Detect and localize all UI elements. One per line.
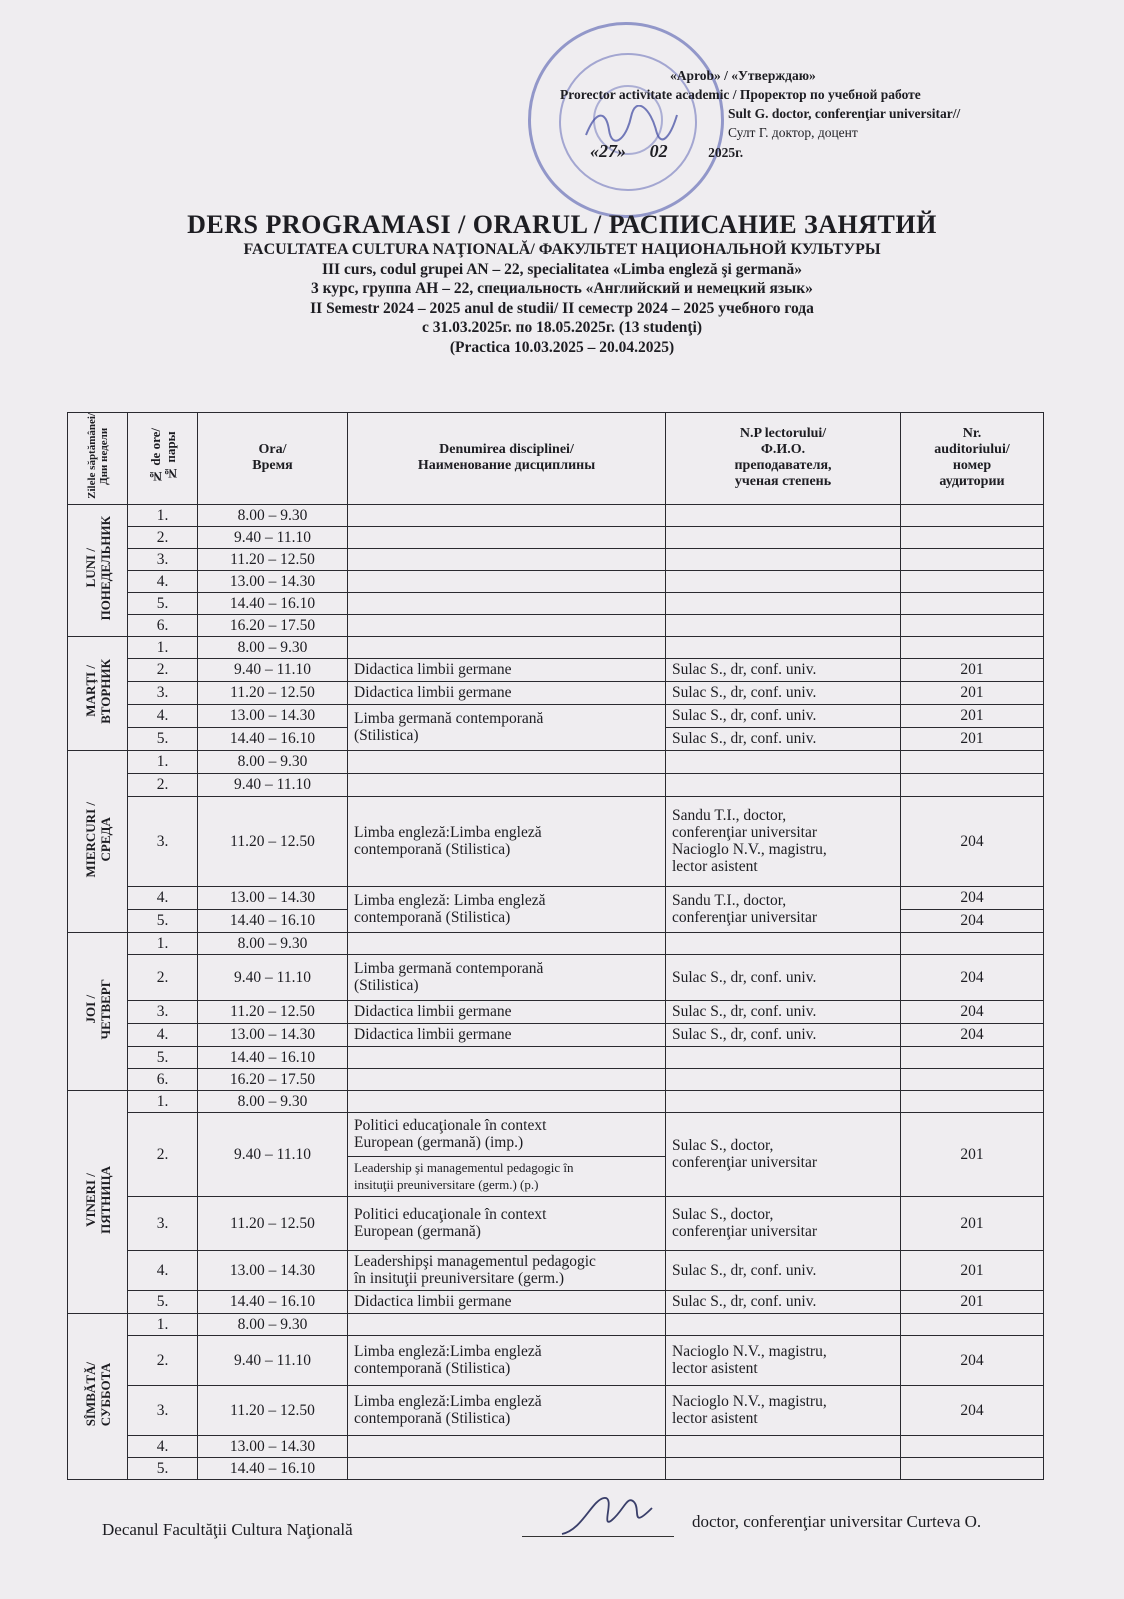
pair-time: 14.40 – 16.10 (198, 592, 348, 614)
pair-time: 11.20 – 12.50 (198, 1000, 348, 1023)
pair-number: 4. (128, 704, 198, 727)
pair-time: 13.00 – 14.30 (198, 886, 348, 909)
day-tuesday: MARŢI / ВТОРНИК (68, 636, 128, 750)
room-cell (901, 750, 1044, 773)
pair-number: 2. (128, 1335, 198, 1385)
teacher-cell: Sandu T.I., doctor, conferenţiar universitar Nacioglo N.V., magistru, lector asistent (666, 796, 901, 886)
pair-number: 1. (128, 1090, 198, 1112)
table-row (68, 1457, 1044, 1479)
document-title: DERS PROGRAMASI / ORARUL / РАСПИСАНИЕ ЗАНЯТИЙ (187, 210, 937, 239)
teacher-cell: Nacioglo N.V., magistru, lector asistent (666, 1385, 901, 1435)
approval-block (560, 66, 1030, 162)
pair-number: 5. (128, 1457, 198, 1479)
col-header-time: Ora/ Время (198, 413, 348, 505)
table-row (68, 932, 1044, 954)
room-cell: 204 (901, 1335, 1044, 1385)
teacher-cell: Sulac S., doctor, conferenţiar universitar (666, 1112, 901, 1196)
room-cell (901, 932, 1044, 954)
pair-number: 5. (128, 1046, 198, 1068)
room-cell: 204 (901, 886, 1044, 909)
teacher-cell (666, 1090, 901, 1112)
teacher-cell (666, 526, 901, 548)
teacher-cell: Sulac S., dr, conf. univ. (666, 727, 901, 750)
room-cell: 204 (901, 954, 1044, 1000)
table-row (68, 750, 1044, 773)
pair-number: 3. (128, 548, 198, 570)
teacher-cell (666, 504, 901, 526)
room-cell: 204 (901, 909, 1044, 932)
pair-number: 1. (128, 504, 198, 526)
teacher-cell: Sulac S., doctor, conferenţiar universitar (666, 1196, 901, 1250)
table-row (68, 681, 1044, 704)
pair-time: 9.40 – 11.10 (198, 954, 348, 1000)
period-line: с 31.03.2025г. по 18.05.2025г. (13 studenţi) (422, 319, 702, 336)
room-cell (901, 1046, 1044, 1068)
approval-date-month: 02 (649, 141, 668, 161)
pair-number: 6. (128, 614, 198, 636)
day-wednesday: MIERCURI / СРЕДА (68, 750, 128, 932)
teacher-cell (666, 592, 901, 614)
subject-cell (348, 773, 666, 796)
pair-time: 16.20 – 17.50 (198, 1068, 348, 1090)
table-row (68, 1046, 1044, 1068)
room-cell (901, 548, 1044, 570)
teacher-cell: Sulac S., dr, conf. univ. (666, 1023, 901, 1046)
pair-time: 8.00 – 9.30 (198, 504, 348, 526)
pair-number: 4. (128, 886, 198, 909)
room-cell (901, 614, 1044, 636)
table-row (68, 1196, 1044, 1250)
table-row (68, 1290, 1044, 1313)
room-cell (901, 592, 1044, 614)
pair-number: 2. (128, 526, 198, 548)
table-row (68, 1313, 1044, 1335)
pair-number: 2. (128, 1112, 198, 1196)
table-row (68, 1250, 1044, 1290)
teacher-cell: Sulac S., dr, conf. univ. (666, 954, 901, 1000)
pair-time: 14.40 – 16.10 (198, 1046, 348, 1068)
dean-signature-mark (552, 1490, 662, 1540)
pair-number: 5. (128, 1290, 198, 1313)
dean-signer: doctor, conferenţiar universitar Curteva O. (692, 1512, 982, 1531)
teacher-cell (666, 932, 901, 954)
pair-time: 8.00 – 9.30 (198, 636, 348, 658)
table-row (68, 1435, 1044, 1457)
pair-time: 8.00 – 9.30 (198, 750, 348, 773)
pair-number: 4. (128, 1435, 198, 1457)
semester-line: II Semestr 2024 – 2025 anul de studii/ II семестр 2024 – 2025 учебного года (310, 299, 814, 317)
pair-number: 5. (128, 727, 198, 750)
room-cell: 201 (901, 658, 1044, 681)
table-row (68, 1112, 1044, 1156)
subject-cell (348, 570, 666, 592)
subject-cell: Leadershipşi managementul pedagogic în insituţii preuniversitare (germ.) (348, 1250, 666, 1290)
table-header-row (68, 413, 1044, 505)
table-row (68, 570, 1044, 592)
subject-cell: Limba engleză:Limba engleză contemporană (Stilistica) (348, 796, 666, 886)
subject-cell: Didactica limbii germane (348, 658, 666, 681)
table-row (68, 704, 1044, 727)
teacher-cell: Sulac S., dr, conf. univ. (666, 704, 901, 727)
col-header-num: № de ore/ № пары (128, 413, 198, 505)
pair-number: 5. (128, 909, 198, 932)
document-header (0, 210, 1124, 357)
room-cell (901, 570, 1044, 592)
subject-cell (348, 526, 666, 548)
room-cell (901, 636, 1044, 658)
col-header-teacher: N.P lectorului/ Ф.И.О. преподавателя, ученая степень (666, 413, 901, 505)
pair-number: 4. (128, 1023, 198, 1046)
pair-time: 16.20 – 17.50 (198, 614, 348, 636)
day-friday: VINERI / ПЯТНИЦА (68, 1090, 128, 1313)
room-cell (901, 526, 1044, 548)
approval-position: Prorector activitate academic / Проректор по учебной работе (560, 87, 921, 102)
approval-name-ro: Sult G. doctor, conferenţiar universitar// (728, 106, 961, 121)
pair-number: 1. (128, 1313, 198, 1335)
subject-cell: Didactica limbii germane (348, 681, 666, 704)
pair-time: 14.40 – 16.10 (198, 1290, 348, 1313)
room-cell: 201 (901, 1112, 1044, 1196)
pair-number: 2. (128, 658, 198, 681)
pair-number: 4. (128, 1250, 198, 1290)
day-monday: LUNI / ПОНЕДЕЛЬНИК (68, 504, 128, 636)
subject-cell: Didactica limbii germane (348, 1290, 666, 1313)
room-cell (901, 1090, 1044, 1112)
room-cell: 204 (901, 796, 1044, 886)
subject-cell (348, 1313, 666, 1335)
subject-cell (348, 1068, 666, 1090)
approval-date-day: «27» (590, 141, 626, 161)
table-row (68, 1090, 1044, 1112)
subject-cell: Politici educaţionale în context European (germană) (imp.) (348, 1112, 666, 1156)
pair-number: 3. (128, 796, 198, 886)
subject-cell (348, 1090, 666, 1112)
subject-cell: Limba germană contemporană (Stilistica) (348, 704, 666, 750)
pair-time: 14.40 – 16.10 (198, 1457, 348, 1479)
subject-cell (348, 504, 666, 526)
pair-number: 3. (128, 1385, 198, 1435)
approval-name-ru: Султ Г. доктор, доцент (728, 125, 858, 140)
pair-time: 13.00 – 14.30 (198, 570, 348, 592)
subject-cell (348, 1435, 666, 1457)
teacher-cell: Sulac S., dr, conf. univ. (666, 1290, 901, 1313)
pair-time: 8.00 – 9.30 (198, 1090, 348, 1112)
subject-cell: Limba engleză:Limba engleză contemporană (Stilistica) (348, 1335, 666, 1385)
room-cell: 204 (901, 1023, 1044, 1046)
table-row (68, 796, 1044, 886)
subject-cell (348, 636, 666, 658)
pair-time: 9.40 – 11.10 (198, 658, 348, 681)
room-cell (901, 773, 1044, 796)
teacher-cell (666, 750, 901, 773)
table-row (68, 1385, 1044, 1435)
teacher-cell: Sulac S., dr, conf. univ. (666, 1250, 901, 1290)
dean-label: Decanul Facultăţii Cultura Naţională (102, 1520, 353, 1539)
room-cell: 201 (901, 1290, 1044, 1313)
col-header-room: Nr. auditoriului/ номер аудитории (901, 413, 1044, 505)
table-row (68, 658, 1044, 681)
room-cell (901, 504, 1044, 526)
col-header-subject: Denumirea disciplinei/ Наименование дисциплины (348, 413, 666, 505)
table-row (68, 1335, 1044, 1385)
pair-number: 1. (128, 932, 198, 954)
teacher-cell: Sulac S., dr, conf. univ. (666, 681, 901, 704)
subject-cell: Didactica limbii germane (348, 1000, 666, 1023)
pair-time: 8.00 – 9.30 (198, 1313, 348, 1335)
subject-cell: Limba germană contemporană (Stilistica) (348, 954, 666, 1000)
table-row (68, 636, 1044, 658)
pair-time: 13.00 – 14.30 (198, 1435, 348, 1457)
teacher-cell (666, 773, 901, 796)
pair-time: 9.40 – 11.10 (198, 1112, 348, 1196)
pair-time: 11.20 – 12.50 (198, 796, 348, 886)
teacher-cell (666, 1435, 901, 1457)
group-line-ru: 3 курс, группа АН – 22, специальность «Английский и немецкий язык» (311, 280, 813, 297)
group-line-ro: III curs, codul grupei AN – 22, specialitatea «Limba engleză şi germană» (321, 260, 803, 278)
room-cell: 201 (901, 1250, 1044, 1290)
pair-number: 3. (128, 681, 198, 704)
pair-number: 2. (128, 773, 198, 796)
subject-cell (348, 750, 666, 773)
room-cell: 204 (901, 1385, 1044, 1435)
teacher-cell (666, 614, 901, 636)
subject-cell: Limba engleză: Limba engleză contemporană (Stilistica) (348, 886, 666, 932)
pair-time: 9.40 – 11.10 (198, 526, 348, 548)
room-cell: 204 (901, 1000, 1044, 1023)
subject-cell (348, 1457, 666, 1479)
subject-cell: Limba engleză:Limba engleză contemporană (Stilistica) (348, 1385, 666, 1435)
approval-title: «Aprob» / «Утверждаю» (670, 68, 816, 83)
pair-time: 14.40 – 16.10 (198, 909, 348, 932)
table-row (68, 1000, 1044, 1023)
pair-number: 3. (128, 1000, 198, 1023)
room-cell (901, 1313, 1044, 1335)
room-cell: 201 (901, 681, 1044, 704)
table-row (68, 592, 1044, 614)
approval-date (560, 142, 1030, 162)
pair-time: 9.40 – 11.10 (198, 773, 348, 796)
teacher-cell: Sulac S., dr, conf. univ. (666, 1000, 901, 1023)
table-row (68, 504, 1044, 526)
pair-time: 13.00 – 14.30 (198, 1023, 348, 1046)
pair-time: 9.40 – 11.10 (198, 1335, 348, 1385)
room-cell: 201 (901, 704, 1044, 727)
teacher-cell: Sandu T.I., doctor, conferenţiar universitar (666, 886, 901, 932)
pair-time: 13.00 – 14.30 (198, 704, 348, 727)
teacher-cell (666, 1068, 901, 1090)
schedule-table (67, 412, 1044, 1480)
pair-time: 11.20 – 12.50 (198, 548, 348, 570)
table-row (68, 954, 1044, 1000)
practice-line: (Practica 10.03.2025 – 20.04.2025) (449, 338, 675, 356)
faculty-name: FACULTATEA CULTURA NAŢIONALĂ/ ФАКУЛЬТЕТ НАЦИОНАЛЬНОЙ КУЛЬТУРЫ (243, 241, 881, 258)
table-row (68, 526, 1044, 548)
teacher-cell (666, 548, 901, 570)
pair-number: 3. (128, 1196, 198, 1250)
subject-cell (348, 1046, 666, 1068)
pair-time: 8.00 – 9.30 (198, 932, 348, 954)
room-cell (901, 1068, 1044, 1090)
day-saturday: SÎMBĂTĂ/ СУББОТА (68, 1313, 128, 1479)
table-row (68, 773, 1044, 796)
table-row (68, 548, 1044, 570)
teacher-cell (666, 1046, 901, 1068)
table-row (68, 1068, 1044, 1090)
pair-number: 1. (128, 750, 198, 773)
room-cell (901, 1435, 1044, 1457)
pair-number: 1. (128, 636, 198, 658)
teacher-cell (666, 636, 901, 658)
pair-number: 6. (128, 1068, 198, 1090)
day-thursday: JOI / ЧЕТВЕРГ (68, 932, 128, 1090)
col-header-day: Zilele săptămânei/ Дни недели (68, 413, 128, 505)
pair-time: 11.20 – 12.50 (198, 1385, 348, 1435)
approval-date-year: 2025г. (708, 145, 744, 160)
subject-cell (348, 592, 666, 614)
pair-time: 11.20 – 12.50 (198, 1196, 348, 1250)
table-row (68, 886, 1044, 909)
teacher-cell (666, 1457, 901, 1479)
subject-cell: Politici educaţionale în context European (germană) (348, 1196, 666, 1250)
teacher-cell: Sulac S., dr, conf. univ. (666, 658, 901, 681)
pair-number: 5. (128, 592, 198, 614)
subject-cell (348, 614, 666, 636)
pair-number: 2. (128, 954, 198, 1000)
room-cell: 201 (901, 727, 1044, 750)
subject-cell (348, 548, 666, 570)
pair-time: 11.20 – 12.50 (198, 681, 348, 704)
teacher-cell: Nacioglo N.V., magistru, lector asistent (666, 1335, 901, 1385)
table-row (68, 1023, 1044, 1046)
teacher-cell (666, 570, 901, 592)
subject-cell: Leadership şi managementul pedagogic în insituţii preuniversitare (germ.) (p.) (348, 1156, 666, 1196)
table-row (68, 614, 1044, 636)
pair-number: 4. (128, 570, 198, 592)
subject-cell: Didactica limbii germane (348, 1023, 666, 1046)
pair-time: 14.40 – 16.10 (198, 727, 348, 750)
room-cell: 201 (901, 1196, 1044, 1250)
pair-time: 13.00 – 14.30 (198, 1250, 348, 1290)
room-cell (901, 1457, 1044, 1479)
teacher-cell (666, 1313, 901, 1335)
subject-cell (348, 932, 666, 954)
